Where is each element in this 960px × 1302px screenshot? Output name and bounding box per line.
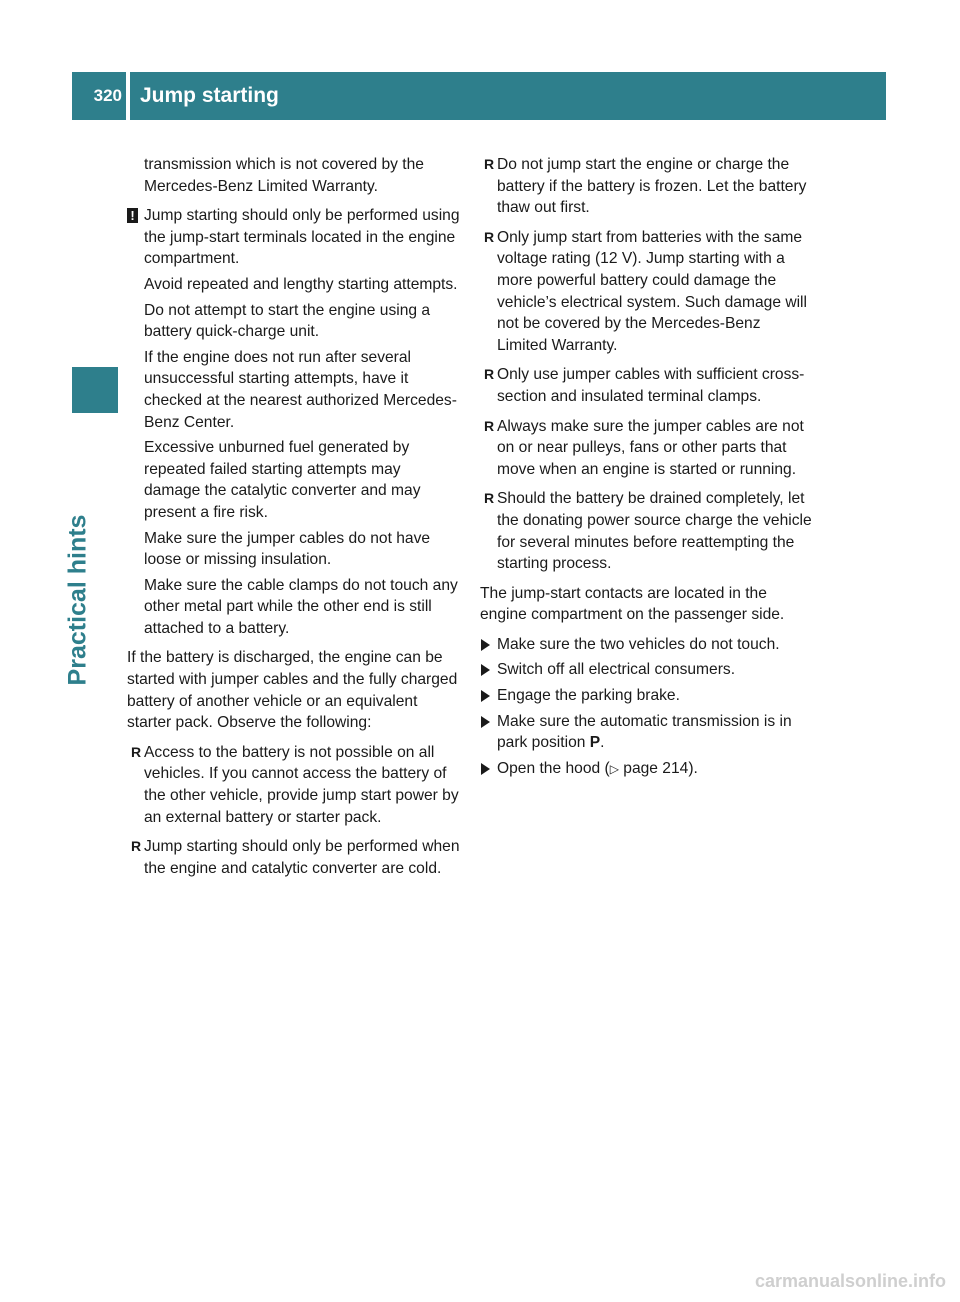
list-item-text: Only jump start from batteries with the same voltage rating (12 V). Jump starting with a more powerful battery could damage the vehicle’s electrical system. Such damage will not be covered by the Mercedes-Benz Limited Warranty. <box>497 228 807 354</box>
page-reference-link[interactable]: page 214). <box>618 759 698 777</box>
bullet-icon: R <box>484 490 495 507</box>
park-position-label: P <box>589 734 601 752</box>
bullet-icon: R <box>484 417 495 434</box>
note-paragraph: Avoid repeated and lengthy starting attempts. <box>144 275 458 293</box>
side-tab-marker <box>72 367 118 413</box>
intro-paragraph: If the battery is discharged, the engine can be started with jumper cables and the fully charged battery of another vehicle or an equivalent starter pack. Observe the following: <box>127 649 458 732</box>
warning-icon: ! <box>127 208 138 223</box>
list-item-text: Always make sure the jumper cables are not on or near pulleys, fans or other parts that move when an engine is started or running. <box>497 417 804 478</box>
step-arrow-icon <box>481 716 490 728</box>
step-text-part: . <box>600 734 605 752</box>
note-paragraph: If the engine does not run after several unsuccessful starting attempts, have it checked at the nearest authorized Mercedes-Benz Center. <box>144 348 457 431</box>
note-paragraph: Make sure the jumper cables do not have loose or missing insulation. <box>144 529 431 569</box>
bullet-icon: R <box>484 366 495 383</box>
step-item <box>480 659 814 681</box>
left-column <box>127 154 461 887</box>
list-item <box>480 154 814 219</box>
step-text: Switch off all electrical consumers. <box>497 661 736 679</box>
step-item <box>480 685 814 707</box>
note-paragraph: Make sure the cable clamps do not touch any other metal part while the other end is still attached to a battery. <box>144 576 458 637</box>
contacts-paragraph: The jump-start contacts are located in the engine compartment on the passenger side. <box>480 584 785 624</box>
list-item <box>127 836 461 879</box>
step-arrow-icon <box>481 690 490 702</box>
list-item-text: Only use jumper cables with sufficient cross-section and insulated terminal clamps. <box>497 366 805 405</box>
step-text: Make sure the two vehicles do not touch. <box>497 635 780 653</box>
note-paragraph: Do not attempt to start the engine using a battery quick-charge unit. <box>144 301 431 341</box>
list-item <box>480 364 814 407</box>
step-item <box>480 634 814 656</box>
list-item <box>127 742 461 828</box>
list-item-text: Should the battery be drained completely, let the donating power source charge the vehicle for several minutes before reattempting the starting process. <box>497 490 812 573</box>
list-item-text: Jump starting should only be performed when the engine and catalytic converter are cold. <box>144 838 460 877</box>
list-item <box>480 488 814 574</box>
list-item <box>480 227 814 357</box>
note-paragraph: Excessive unburned fuel generated by repeated failed starting attempts may damage the catalytic converter and may present a fire risk. <box>144 439 421 521</box>
page-header <box>72 72 886 120</box>
right-column <box>480 154 814 784</box>
watermark: carmanualsonline.info <box>754 1271 946 1291</box>
bullet-icon: R <box>484 156 495 172</box>
bullet-icon: R <box>131 743 142 760</box>
step-text <box>497 713 792 752</box>
note-paragraph <box>127 205 461 270</box>
step-arrow-icon <box>481 664 490 676</box>
note-text: Jump starting should only be performed using the jump-start terminals located in the engine compartment. <box>144 207 460 268</box>
step-arrow-icon <box>481 763 490 775</box>
list-item-text: Access to the battery is not possible on all vehicles. If you cannot access the battery of the other vehicle, provide jump start power by an external battery or starter pack. <box>144 743 459 826</box>
step-text <box>497 760 698 777</box>
continuation-paragraph: transmission which is not covered by the Mercedes-Benz Limited Warranty. <box>144 156 424 195</box>
page-reference-icon: ▷ <box>609 761 619 776</box>
list-item-text: Do not jump start the engine or charge the battery if the battery is frozen. Let the battery thaw out first. <box>497 156 807 217</box>
page-number: 320 <box>93 86 122 105</box>
step-item <box>480 711 814 754</box>
step-arrow-icon <box>481 639 490 651</box>
section-title: Jump starting <box>140 84 279 107</box>
step-text-part: Make sure the automatic transmission is in park position <box>497 712 792 752</box>
step-text: Engage the parking brake. <box>497 687 680 705</box>
step-text-part: Open the hood ( <box>497 759 610 777</box>
list-item <box>480 416 814 481</box>
bullet-icon: R <box>484 228 495 245</box>
bullet-icon: R <box>131 838 142 855</box>
header-divider <box>126 72 130 120</box>
side-tab-label: Practical hints <box>63 514 92 686</box>
step-item <box>480 758 814 781</box>
